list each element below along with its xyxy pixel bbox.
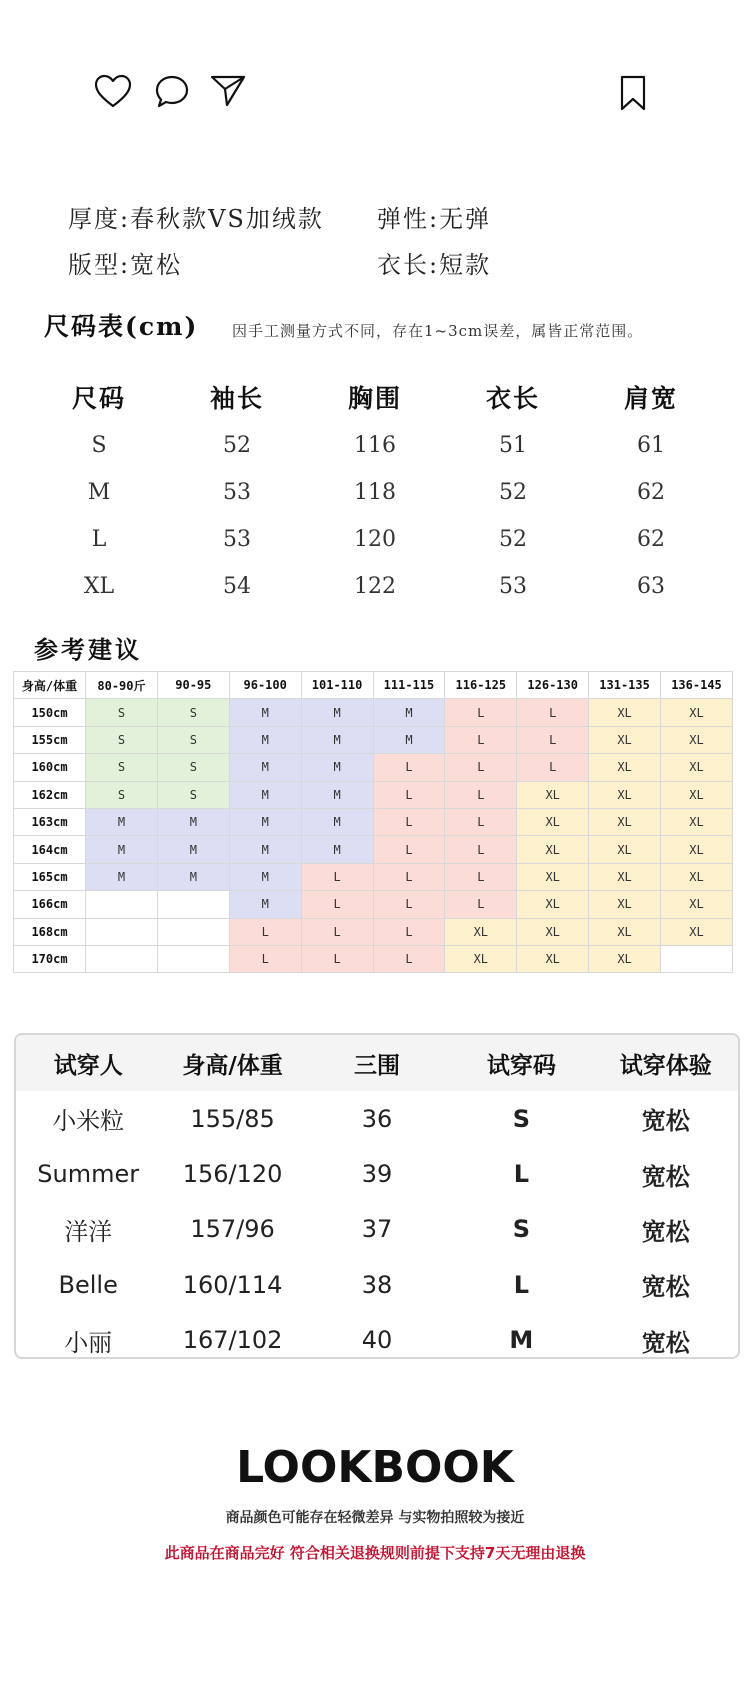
reference-body — [14, 699, 733, 973]
size-cell: L — [373, 918, 445, 945]
size-cell: M — [229, 808, 301, 835]
reference-row — [14, 781, 733, 808]
size-cell: XL — [661, 781, 733, 808]
table-row — [16, 1091, 738, 1146]
cell: 宽松 — [641, 1217, 690, 1246]
header-cell: 96-100 — [229, 672, 301, 699]
size-cell: S — [86, 699, 158, 726]
size-cell: M — [301, 781, 373, 808]
size-table — [30, 372, 720, 610]
size-cell: L — [517, 699, 589, 726]
reference-row — [14, 726, 733, 753]
table-row — [30, 422, 720, 469]
share-icon[interactable] — [208, 71, 248, 111]
height-label: 150cm — [14, 699, 86, 726]
bookmark-icon[interactable] — [616, 74, 650, 112]
size-cell: S — [157, 754, 229, 781]
cell: 39 — [361, 1160, 393, 1189]
size-cell: L — [445, 808, 517, 835]
cell: 62 — [637, 480, 665, 505]
reference-row — [14, 918, 733, 945]
color-note: 商品颜色可能存在轻微差异 与实物拍照较为接近 — [225, 1510, 525, 1526]
reference-row — [14, 754, 733, 781]
size-cell: XL — [517, 918, 589, 945]
cell: 38 — [361, 1270, 393, 1299]
size-cell: XL — [589, 891, 661, 918]
size-cell: S — [157, 781, 229, 808]
size-cell: L — [373, 781, 445, 808]
size-cell: XL — [517, 836, 589, 863]
cell: L — [513, 1160, 530, 1189]
reference-row — [14, 863, 733, 890]
cell: 54 — [223, 574, 251, 599]
size-table-header — [30, 372, 720, 422]
size-cell: L — [445, 754, 517, 781]
reference-row — [14, 891, 733, 918]
size-cell: M — [373, 699, 445, 726]
size-cell: M — [301, 836, 373, 863]
cell: L — [513, 1270, 530, 1299]
size-cell — [157, 918, 229, 945]
height-label: 166cm — [14, 891, 86, 918]
size-cell: XL — [661, 754, 733, 781]
size-cell: L — [373, 836, 445, 863]
cell: 37 — [361, 1215, 393, 1244]
height-label: 165cm — [14, 863, 86, 890]
table-row — [16, 1146, 738, 1201]
reference-header-row — [14, 672, 733, 699]
size-cell: M — [229, 836, 301, 863]
size-cell: M — [301, 699, 373, 726]
size-cell: XL — [517, 891, 589, 918]
header-cell: 131-135 — [589, 672, 661, 699]
size-cell — [86, 891, 158, 918]
size-cell: L — [445, 863, 517, 890]
size-cell: L — [301, 918, 373, 945]
size-cell: XL — [589, 945, 661, 972]
size-cell: XL — [589, 808, 661, 835]
reference-row — [14, 699, 733, 726]
header-cell: 试穿码 — [449, 1035, 593, 1091]
reference-row — [14, 945, 733, 972]
cell: 155/85 — [190, 1104, 275, 1133]
size-cell: L — [445, 891, 517, 918]
height-label: 162cm — [14, 781, 86, 808]
size-cell: XL — [661, 726, 733, 753]
reference-row — [14, 836, 733, 863]
action-bar — [0, 0, 750, 150]
header-cell: 身高/体重 — [160, 1035, 304, 1091]
size-cell: M — [229, 726, 301, 753]
header-cell: 126-130 — [517, 672, 589, 699]
attr-length: 衣长:短款 — [377, 251, 492, 279]
header-cell: 80-90斤 — [86, 672, 158, 699]
size-cell: S — [86, 781, 158, 808]
size-cell: M — [301, 808, 373, 835]
size-cell: S — [86, 754, 158, 781]
size-cell: XL — [589, 781, 661, 808]
cell: 120 — [354, 527, 396, 552]
size-cell: L — [301, 863, 373, 890]
lookbook-title: LOOKBOOK — [236, 1442, 514, 1493]
height-label: 168cm — [14, 918, 86, 945]
size-cell: XL — [589, 754, 661, 781]
cell: 160/114 — [182, 1270, 283, 1299]
header-cell: 116-125 — [445, 672, 517, 699]
size-cell: L — [373, 891, 445, 918]
header-cell: 三围 — [305, 1035, 449, 1091]
cell: 宽松 — [641, 1328, 690, 1357]
reference-row — [14, 808, 733, 835]
reference-title: 参考建议 — [34, 635, 142, 664]
height-label: 170cm — [14, 945, 86, 972]
size-cell: M — [86, 808, 158, 835]
height-label: 163cm — [14, 808, 86, 835]
cell: 小丽 — [64, 1328, 113, 1357]
attr-thickness: 厚度:春秋款VS加绒款 — [68, 205, 324, 233]
size-chart-note: 因手工测量方式不同，存在1~3cm误差，属皆正常范围。 — [232, 322, 644, 340]
size-cell: L — [445, 836, 517, 863]
size-cell: M — [229, 891, 301, 918]
size-cell — [86, 945, 158, 972]
size-cell: M — [86, 863, 158, 890]
cell: M — [87, 480, 111, 505]
tryon-header-row — [16, 1035, 738, 1091]
comment-icon[interactable] — [152, 72, 192, 112]
cell: Belle — [58, 1270, 118, 1299]
size-cell: XL — [661, 808, 733, 835]
header-cell: 101-110 — [301, 672, 373, 699]
size-cell: M — [157, 836, 229, 863]
size-cell: L — [229, 945, 301, 972]
size-cell: XL — [661, 891, 733, 918]
size-cell: XL — [517, 945, 589, 972]
size-cell: L — [301, 945, 373, 972]
size-cell — [661, 945, 733, 972]
size-cell: XL — [445, 918, 517, 945]
header-cell: 136-145 — [661, 672, 733, 699]
cell: 63 — [637, 574, 665, 599]
size-cell: L — [517, 754, 589, 781]
cell: 61 — [637, 433, 665, 458]
cell: S — [91, 433, 107, 458]
size-cell — [157, 945, 229, 972]
cell: 51 — [499, 433, 527, 458]
size-cell: L — [373, 754, 445, 781]
size-cell — [86, 918, 158, 945]
cell: S — [512, 1215, 531, 1244]
size-cell: L — [445, 726, 517, 753]
size-cell: XL — [517, 781, 589, 808]
size-cell: XL — [661, 699, 733, 726]
size-cell: L — [445, 781, 517, 808]
header-cell: 肩宽 — [623, 384, 678, 413]
table-row — [30, 516, 720, 563]
cell: 118 — [354, 480, 396, 505]
cell: 167/102 — [182, 1326, 283, 1355]
size-cell: M — [373, 726, 445, 753]
size-cell: M — [229, 781, 301, 808]
table-row — [16, 1257, 738, 1312]
reference-grid — [13, 671, 733, 973]
cell: 宽松 — [641, 1162, 690, 1191]
header-cell: 尺码 — [71, 384, 126, 413]
header-cell: 试穿人 — [16, 1035, 160, 1091]
return-policy-note: 此商品在商品完好 符合相关退换规则前提下支持7天无理由退换 — [164, 1544, 586, 1562]
cell: 116 — [354, 433, 396, 458]
size-cell: M — [86, 836, 158, 863]
cell: L — [91, 527, 107, 552]
size-chart-title: 尺码表(cm) — [44, 312, 199, 341]
table-row — [16, 1313, 738, 1359]
size-cell: XL — [589, 699, 661, 726]
size-cell: XL — [589, 726, 661, 753]
size-cell: M — [229, 699, 301, 726]
cell: 62 — [637, 527, 665, 552]
size-cell: M — [157, 863, 229, 890]
cell: 小米粒 — [52, 1107, 125, 1136]
size-cell: S — [157, 699, 229, 726]
tryon-table — [14, 1033, 740, 1359]
cell: 40 — [361, 1326, 393, 1355]
cell: S — [512, 1104, 531, 1133]
size-cell: L — [373, 863, 445, 890]
size-cell: M — [229, 863, 301, 890]
cell: 宽松 — [641, 1273, 690, 1302]
height-label: 160cm — [14, 754, 86, 781]
header-cell: 衣长 — [485, 384, 540, 413]
header-cell: 试穿体验 — [594, 1035, 738, 1091]
size-cell: XL — [517, 808, 589, 835]
table-row — [16, 1202, 738, 1257]
cell: XL — [83, 574, 115, 599]
size-cell: L — [301, 891, 373, 918]
size-cell: L — [445, 699, 517, 726]
height-label: 155cm — [14, 726, 86, 753]
cell: Summer — [37, 1160, 140, 1189]
size-cell: M — [157, 808, 229, 835]
size-cell — [157, 891, 229, 918]
cell: 156/120 — [182, 1160, 283, 1189]
size-cell: XL — [517, 863, 589, 890]
table-row — [30, 563, 720, 610]
size-cell: L — [373, 945, 445, 972]
cell: 36 — [361, 1104, 393, 1133]
cell: 53 — [223, 527, 251, 552]
size-cell: S — [157, 726, 229, 753]
size-cell: XL — [661, 836, 733, 863]
cell: 157/96 — [190, 1215, 275, 1244]
cell: 53 — [499, 574, 527, 599]
heart-icon[interactable] — [93, 72, 133, 112]
cell: 宽松 — [641, 1107, 690, 1136]
size-cell: XL — [589, 863, 661, 890]
attr-elasticity: 弹性:无弹 — [377, 205, 492, 233]
cell: 53 — [223, 480, 251, 505]
size-cell: XL — [589, 918, 661, 945]
size-cell: L — [517, 726, 589, 753]
header-cell: 90-95 — [157, 672, 229, 699]
header-cell: 胸围 — [347, 384, 402, 413]
size-cell: M — [229, 754, 301, 781]
size-cell: XL — [661, 918, 733, 945]
size-cell: XL — [661, 863, 733, 890]
size-cell: XL — [589, 836, 661, 863]
table-row — [30, 469, 720, 516]
size-cell: M — [301, 726, 373, 753]
size-cell: S — [86, 726, 158, 753]
size-cell: L — [229, 918, 301, 945]
header-cell: 111-115 — [373, 672, 445, 699]
cell: 122 — [354, 574, 396, 599]
size-cell: XL — [445, 945, 517, 972]
cell: 52 — [223, 433, 251, 458]
header-cell: 身高/体重 — [14, 672, 86, 699]
size-cell: L — [373, 808, 445, 835]
attr-fit: 版型:宽松 — [68, 251, 183, 279]
height-label: 164cm — [14, 836, 86, 863]
header-cell: 袖长 — [209, 384, 264, 413]
cell: 洋洋 — [64, 1217, 113, 1246]
cell: M — [509, 1326, 534, 1355]
size-cell: M — [301, 754, 373, 781]
cell: 52 — [499, 527, 527, 552]
cell: 52 — [499, 480, 527, 505]
